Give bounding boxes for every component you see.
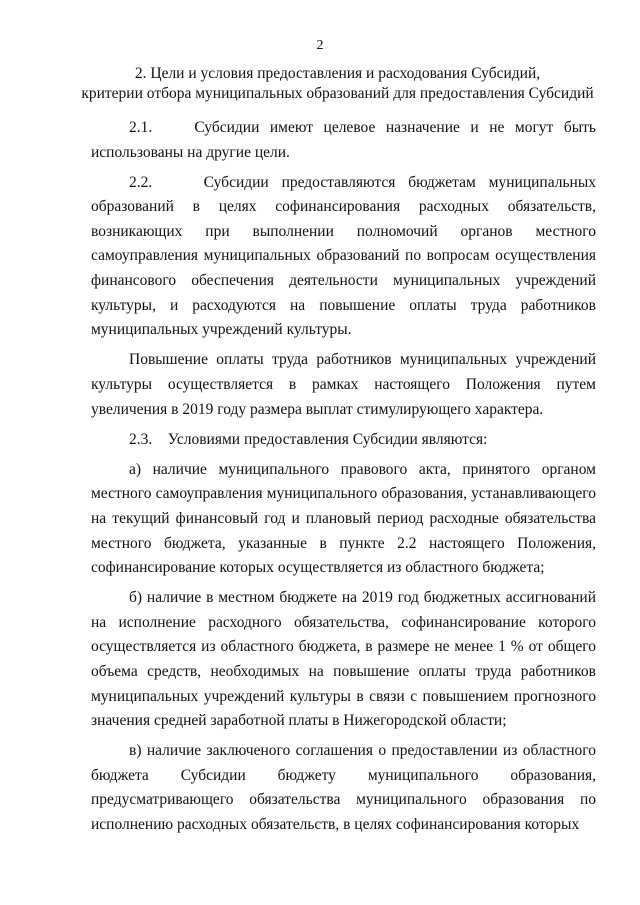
paragraph-pay-increase: Повышение оплаты труда работников муниципальных учреждений культуры осуществляется в рамках настоящего Положения путем увеличения в 2019 году размера выплат стимулирующего характера.: [91, 351, 596, 418]
paragraph-2-1: 2.1. Субсидии имеют целевое назначение и не могут быть использованы на другие цели.: [91, 119, 596, 161]
paragraph-2-2: 2.2. Субсидии предоставляются бюджетам муниципальных образований в целях софинансирования расходных обязательств, возникающих при выполнении полномочий органов местного самоуправления муниципальных образований по вопросам осуществления финансового обеспечения деятельности муниципальных учреждений культуры, и расходуются на повышение оплаты труда работников муниципальных учреждений культуры.: [91, 173, 596, 339]
body-text: [91, 116, 596, 838]
section-heading-line-2: критерии отбора муниципальных образований для предоставления Субсидий: [81, 85, 594, 102]
paragraph-condition-b: б) наличие в местном бюджете на 2019 год бюджетных ассигнований на исполнение расходного обязательства, софинансирование которого осуществляется из областного бюджета, в размере не менее 1 % от общего объема средств, необходимых на повышение оплаты труда работников муниципальных учреждений культуры в связи с повышением прогнозного значения средней заработной платы в Нижегородской области;: [91, 589, 596, 730]
section-heading: [70, 64, 605, 104]
paragraph-2-3: 2.3. Условиями предоставления Субсидии являются:: [129, 430, 488, 448]
paragraph-condition-a: а) наличие муниципального правового акта, принятого органом местного самоуправления муниципального образования, устанавливающего на текущий финансовый год и плановый период расходные обязательства местного бюджета, указанные в пункте 2.2 настоящего Положения, софинансирование которых осуществляется из областного бюджета;: [91, 460, 596, 577]
paragraph-condition-c: в) наличие заключеного соглашения о предоставлении из областного бюджета Субсидии бюджету муниципального образования, предусматривающего обязательства муниципального образования по исполнению расходных обязательств, в целях софинансирования которых: [91, 742, 596, 834]
section-heading-line-1: 2. Цели и условия предоставления и расходования Субсидий,: [134, 65, 541, 82]
page-number: 2: [316, 38, 324, 53]
